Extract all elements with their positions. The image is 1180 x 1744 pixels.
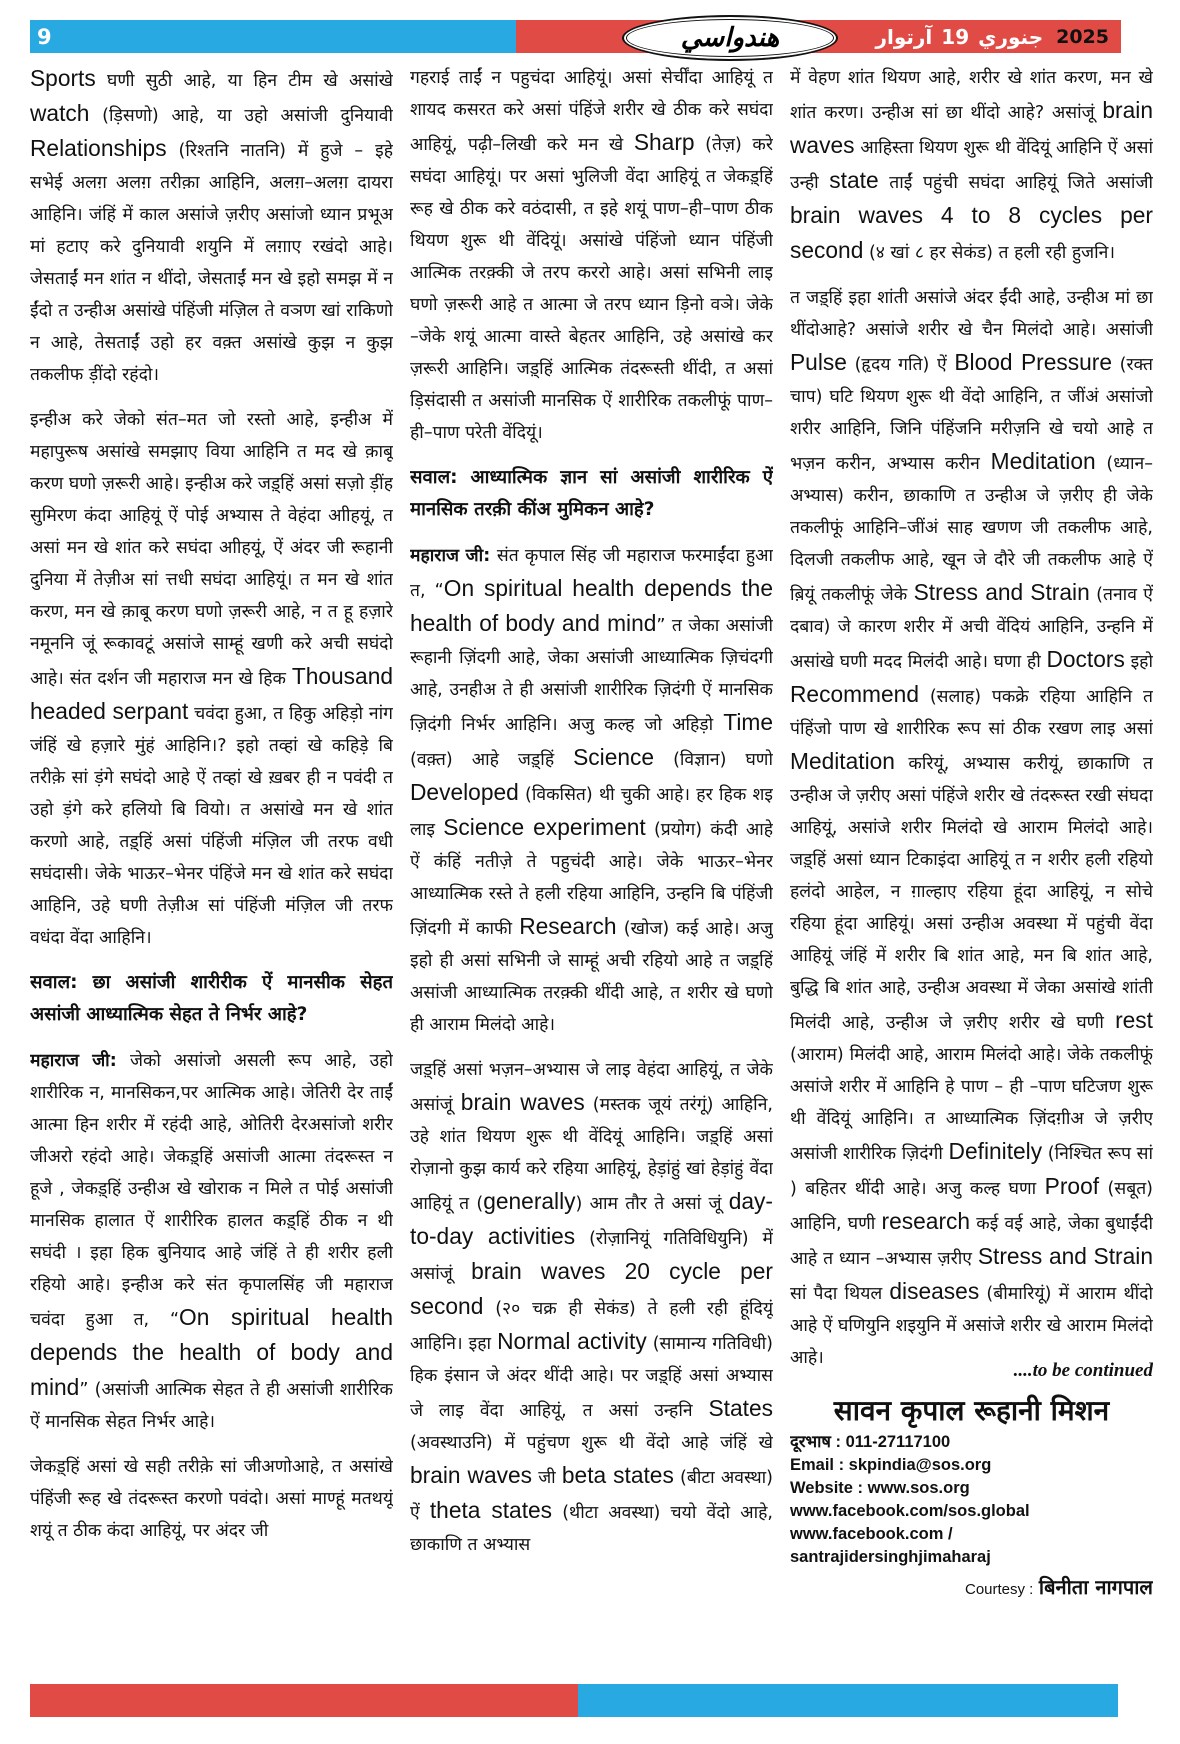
masthead-bar — [30, 20, 1121, 53]
article-paragraph: Sports घणी सुठी आहे, या हिन टीम खे असांखे watch (ड़िसणो) आहे, या उहो असांजी दुनियावी Relationships (रिश्तनि नातनि) में हुजे – इहे सभेई अलग़ अलग़ तरीक़ा आहिनि, अलग़–अलग़ दायरा आहिनि। जंहिं में काल असांजे ज़रीए असांजो ध्यान प्रभूअ मां हटाए करे दुनियावी शयुनि में लग़ाए रखंदो आहे। जेसताईं मन शांत न थींदो, जेसताईं मन खे इहो समझ में न ईंदो त उन्हीअ असांखे पंहिंजी मंज़िल ते वञण खां राकिणो न आहे, तेसताईं उहो हर वक़्त असांखे कुझ न कुझ तकलीफ ड़ींदो रहंदो। — [30, 65, 393, 385]
footer-blue-segment — [578, 1684, 1118, 1717]
column-2 — [410, 62, 773, 1678]
logo-calligraphy-text: هندواسي — [680, 23, 780, 53]
page-number: 9 — [37, 24, 52, 49]
column-3 — [790, 62, 1153, 1678]
to-be-continued-note: ....to be continued — [1013, 1360, 1153, 1381]
courtesy-name: बिनीता नागपाल — [1038, 1575, 1153, 1599]
article-paragraph: महाराज जी: संत कृपाल सिंह जी महाराज फरमाईंदा हुआ त, “On spiritual health depends the health of body and mind” त जेका असांजी रूहानी ज़िंदगी आहे, जेका असांजी आध्यात्मिक ज़िचंदगी आहे, उनहीअ ते ही असांजी शारीरिक ज़िदंगी ऐं मानसिक ज़िदंगी निर्भर आहिनि। अजु कल्ह जो अहिड़ो Time (वक़्त) आहे जड़्हिं Science (विज्ञान) घणो Developed (विकसित) थी चुकी आहे। हर हिक शइ लाइ Science experiment (प्रयोग) कंदी आहे ऐं कंहिं नतीज़े ते पहुचंदी आहे। जेके भाऊर–भेनर आध्यात्मिक रस्ते ते हली रहिया आहिनि, उन्हनि बि पंहिंजी ज़िंदगी में काफी Research (खोज) कई आहे। अजु इहो ही असां सभिनी जे साम्हूं अची रहियो आहे त जड़्हिं असांजी आध्यात्मिक तरक़्की थींदी आहे, त शरीर खे घणो ही आराम मिलंदो आहे। — [410, 546, 773, 1035]
article-paragraph: जेकड़्हिं असां खे सही तरीक़े सां जीअणोआहे, त असांखे पंहिंजी रूह खे तंदरूस्त करणो पवंदो। असां माण्हूं मतथयूं शयूं त ठीक कंदा आहियूं, पर अंदर जी — [30, 1457, 393, 1541]
newspaper-logo — [622, 15, 838, 61]
article-paragraph: जड़्हिं असां भज़न–अभ्यास जे लाइ वेहंदा आहियूं, त जेके असांजूं brain waves (मस्तक जूयं तरंगूं) आहिनि, उहे शांत थियण शुरू थी वेंदियूं आहिनि। जड़्हिं असां रोज़ानो कुझ कार्य करे रहिया आहियूं, हेड़ांहुं खां हेड़ांहुं वेंदा आहियूं त (generally) आम तौर ते असां जूं day-to-day activities (रोज़ानियूं गतिविधियुनि) में असांजूं brain waves 20 cycle per second (२० चक्र ही सेकंड) ते हली रही हूंदियूं आहिनि। इहा Normal activity (सामान्य गतिविधी) हिक इंसान जे अंदर थींदी आहे। पर जड़्हिं असां अभ्यास जे लाइ वेंदा आहियूं, त असां उन्हनि States (अवस्थाउनि) में पहुंचण शुरू थी वेंदो आहे जंहिं खे brain waves जी beta states (बीटा अवस्था) ऐं theta states (थीटा अवस्था) चयो वेंदो आहे, छाकाणि त अभ्यास — [410, 1060, 773, 1555]
article-paragraph: महाराज जी: जेको असांजो असली रूप आहे, उहो शारीरिक न, मानसिकन,पर आत्मिक आहे। जेतिरी देर ताईं आत्मा हिन शरीर में रहंदी आहे, ओतिरी देरअसांजो शरीर जीअरो रहंदो आहे। जेकड़्हिं असांजी आत्मा तंदरूस्त न हूजे , जेकड़्हिं उन्हीअ खे खोराक न मिले त पोई असांजी मानसिक हालात ऐं शारीरिक हालत कड़्हिं ठीक न थी सघंदी । इहा हिक बुनियाद आहे जंहिं ते ही शरीर हली रहियो आहे। इन्हीअ करे संत कृपालसिंह जी महाराज चवंदा हुआ त, “On spiritual health depends the health of body and mind” (असांजी आत्मिक सेहत ते ही असांजी शारीरिक ऐं मानसिक सेहत निर्भर आहे। — [30, 1051, 393, 1432]
courtesy-line — [790, 1571, 1153, 1606]
mission-name: सावन कृपाल रूहानी मिशन — [833, 1394, 1110, 1427]
article-paragraph: त जड़्हिं इहा शांती असांजे अंदर ईंदी आहे, उन्हीअ मां छा थींदोआहे? असांजे शरीर खे चैन मिलंदो आहे। असांजी Pulse (हृदय गति) ऐं Blood Pressure (रक्त चाप) घटि थियण शुरू थी वेंदो आहिनि, त जींअं असांजो शरीर आहिनि, जिनि पंहिंजनि मरीज़नि खे चयो आहे त भज़न करीन, अभ्यास करीन Meditation (ध्यान–अभ्यास) करीन, छाकाणि त उन्हीअ जे ज़रीए ही जेके तकलीफूं आहिनि–जींअं साह खणण जी तकलीफ आहे, दिलजी तकलीफ आहे, खून जे दौरे जी तकलीफ आहे ऐं ब़ियूं तकलीफूं जेके Stress and Strain (तनाव ऐं दबाव) जे कारण शरीर में अची वेंदियं आहिनि, उन्हनि में असांखे घणी मदद मिलंदी आहे। घणा ही Doctors इहो Recommend (सलाह) पकक्रे रहिया आहिनि त पंहिंजो पाण खे शारीरिक रूप सां ठीक रखण लाइ असां Meditation करियूं, अभ्यास करीयूं, छाकाणि त उन्हीअ जे ज़रीए असां पंहिंजे शरीर खे तंदरूस्त रखी संघदा आहियूं, असांजे शरीर मिलंदो खे आराम मिलंदो आहे। जड़्हिं असां ध्यान टिकाइंदा आहियूं त न शरीर हली रहियो हलंदो आहेल, न ग़ाल्हाए रहिया हूंदा आहियूं, न सोचे रहिया हूंदा आहियूं। असां उन्हीअ अवस्था में पहुंची वेंदा आहियूं जंहिं में शरीर बि शांत आहे, मन बि शांत आहे, बुद्धि बि शांत आहे, उन्हीअ अवस्था में जेका असांखे शांती मिलंदी आहे, उन्हीअ जे ज़रीए शरीर खे घणी rest (आराम) मिलंदी आहे, आराम मिलंदो आहे। जेके तकलीफूं असांजे शरीर में आहिनि हे पाण – ही –पाण घटिजण शुरू थी वेंदियूं आहिनि। त आध्यात्मिक ज़िंदग़ीअ जे ज़रीए असांजी शारीरिक ज़िदंगी Definitely (निश्चित रूप सां ) बहितर थींदी आहे। अजु कल्ह घणा Proof (सबूत) आहिनि, घणी research कई वई आहे, जेका बुधाईंदी आहे त ध्यान –अभ्यास ज़रीए Stress and Strain सां पैदा थियल diseases (बीमारियूं) में आराम थींदो आहे ऐं घणियुनि शइयुनि में असांजे शरीर खे आराम मिलंदो आहे। — [790, 288, 1153, 1368]
footer-bar — [30, 1684, 1118, 1717]
date-year: 2025 — [1056, 25, 1109, 48]
date-day-number: 19 — [941, 24, 970, 49]
mission-contact-block — [790, 1431, 1153, 1569]
mission-facebook-link-2[interactable]: www.facebook.com / santrajidersinghjimaharaj — [790, 1525, 991, 1566]
article-paragraph: गहराई ताईं न पहुचंदा आहियूं। असां सेर्चींदा आहियूं त शायद कसरत करे असां पंहिंजे शरीर खे ठीक करे सघंदा आहियूं, पढ़ी–लिखी करे मन खे Sharp (तेज़) करे सघंदा आहियूं। पर असां भुलिजी वेंदा आहियूं त जेकड़्हिं रूह खे ठीक करे वठंदासी, त इहे शयूं पाण–ही–पाण ठीक थियण शुरू थी वेंदियूं। असांखे पंहिंजो ध्यान पंहिंजी आत्मिक तरक़्की जे तरप कररो आहे। असां सभिनी लाइ घणो ज़रूरी आहे त आत्मा जे तरप ध्यान ड़िनो वञे। जेके –जेके शयूं आत्मा वास्ते बेहतर आहिनि, उहे असांखे कर ज़रूरी आहिनि। जड़्हिं आत्मिक तंदरूस्ती थींदी, त असां ड़िसंदासी त असांजी मानसिक ऐं शारीरिक तकलीफूं पाण–ही–पाण परेती वेंदियूं। — [410, 68, 773, 443]
mission-phone: दूरभाष : 011-27117100 — [790, 1433, 951, 1451]
article-columns — [30, 62, 1153, 1678]
mission-website[interactable]: Website : www.sos.org — [790, 1479, 970, 1497]
mission-facebook-link-1[interactable]: www.facebook.com/sos.global — [790, 1502, 1030, 1520]
date-day-word: آرتوار — [875, 24, 933, 49]
question-heading: सवाल: आध्यात्मिक ज्ञान सां असांजी शारीरिक ऐं मानसिक तरक़ी कींअ मुमिकन आहे? — [410, 467, 773, 520]
article-paragraph: इन्हीअ करे जेको संत–मत जो रस्तो आहे, इन्हीअ में महापुरूष असांखे समझाए विया आहिनि त मद खे क़ाबू करण घणो ज़रूरी आहे। इन्हीअ करे जड़्हिं असां सज़ो ड़ींह सुमिरण कंदा आहियूं ऐं पोई अभ्यास ते वेहंदा आीहयूं, त असां मन खे शांत करे सघंदा आीहयूं, ऐं अंदर जी रूहानी दुनिया में तेज़ीअ सां त्तधी सघंदा आहियूं। त मन खे शांत करण, मन खे क़ाबू करण घणो ज़रूरी आहे, न त हू हज़ारे नमूननि जूं रूकावटूं असांजे साम्हूं खणी करे अची सघंदो आहे। संत दर्शन जी महाराज मन खे हिक Thousand headed serpant चवंदा हुआ, त हिकु अहिड़ो नांग जंहिं खे हज़ारे मुंहं आहिनि।? इहो तव्हां खे कहिड़े बि तरीक़े सां ड़ंगे सघंदो आहे ऐं तव्हां खे ख़बर ही न पवंदी त उहो ड़ंगे करे हलियो बि वियो। त असांखे मन खे शांत करणो आहे, तड़्हिं असां पंहिंजी मंज़िल जी तरफ वधी सघंदासी। जेके भाऊर–भेनर पंहिंजे मन खे शांत करे सघंदा आहिनि, उहे घणी तेज़ीअ सां पंहिंजी मंज़िल जी तरफ वधंदा वेंदा आहिनि। — [30, 410, 393, 948]
footer-red-segment — [30, 1684, 578, 1717]
question-heading: सवाल: छा असांजी शारीरीक ऐं मानसीक सेहत असांजी आध्यात्मिक सेहत ते निर्भर आहे? — [30, 972, 393, 1025]
mission-email[interactable]: Email : skpindia@sos.org — [790, 1456, 992, 1474]
courtesy-label: Courtesy : — [964, 1581, 1034, 1598]
masthead-blue-segment — [30, 20, 516, 53]
article-paragraph: में वेहण शांत थियण आहे, शरीर खे शांत करण, मन खे शांत करण। उन्हीअ सां छा थींदो आहे? असांजूं brain waves आहिस्ता थियण शुरू थी वेंदियूं आहिनि ऐं असां उन्ही state ताईं पहुंची सघंदा आहियूं जिते असांजी brain waves 4 to 8 cycles per second (४ खां ८ हर सेकंड) त हली रही हुजनि। — [790, 68, 1153, 263]
column-3-paragraphs — [790, 62, 1153, 1374]
date-month-word: جنوري — [978, 24, 1044, 49]
column-1 — [30, 62, 393, 1678]
